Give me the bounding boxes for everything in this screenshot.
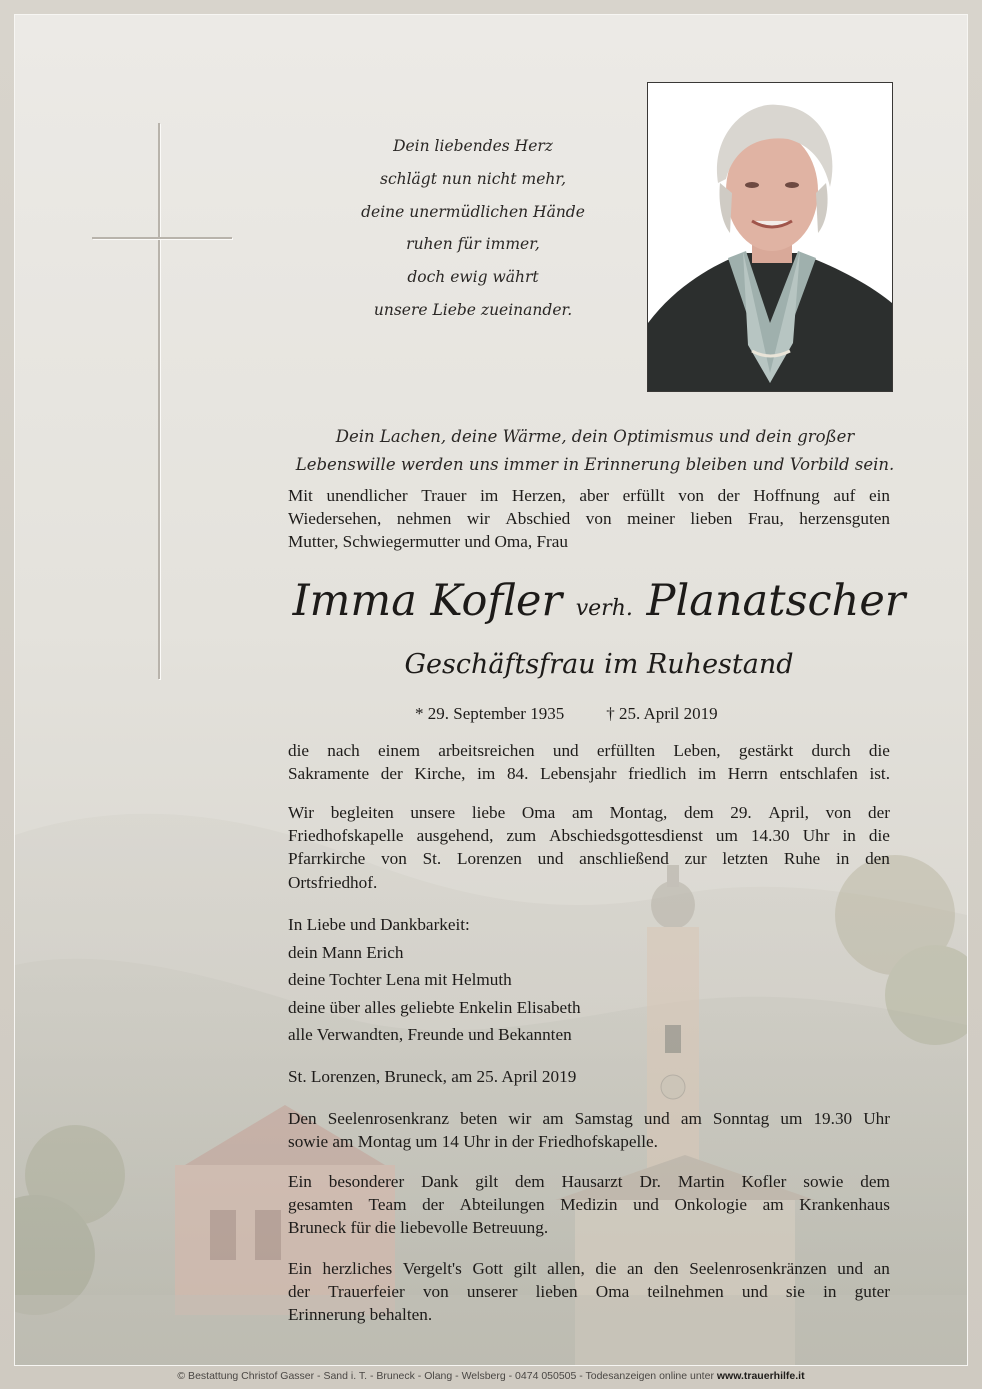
word: arbeitsreichen <box>438 741 535 760</box>
word: einem <box>377 741 420 760</box>
word: und <box>633 1195 659 1215</box>
word: Ein <box>288 1259 312 1278</box>
word: dem <box>683 803 714 822</box>
word: Gott <box>472 1259 503 1278</box>
word: zum <box>506 826 537 846</box>
word: Lebensjahr <box>540 764 617 784</box>
word: und <box>741 1282 768 1302</box>
funeral-line <box>288 824 890 847</box>
married-prefix: verh. <box>575 596 633 621</box>
word: die <box>595 1259 617 1278</box>
word: und <box>643 1109 670 1128</box>
word: unsere <box>410 803 456 822</box>
intro-line <box>288 507 890 530</box>
word: Sakramente <box>288 764 370 784</box>
portrait-photo <box>647 82 893 392</box>
word: in <box>835 849 850 869</box>
life-dates <box>415 703 718 725</box>
word: Trauerfeier <box>328 1282 405 1302</box>
mourner: alle Verwandten, Freunde und Bekannten <box>288 1025 572 1044</box>
word: dem <box>860 1172 890 1191</box>
word: Hoffnung <box>753 486 820 505</box>
funeral-paragraph <box>288 801 890 894</box>
poem <box>315 130 631 327</box>
word: Abschied <box>505 509 571 529</box>
footer-link[interactable]: www.trauerhilfe.it <box>716 1370 805 1382</box>
word: Leben, <box>673 741 721 760</box>
word: und <box>537 849 564 869</box>
word: aber <box>579 486 609 505</box>
word: lieben <box>690 509 733 529</box>
intro-line: Mutter, Schwiegermutter und Oma, Frau <box>288 532 568 552</box>
word: von <box>585 509 612 529</box>
word: Pfarrkirche <box>288 849 366 869</box>
word: nehmen <box>396 509 452 529</box>
word: herzensguten <box>799 509 890 529</box>
word: die <box>868 741 890 760</box>
word: meiner <box>627 509 675 529</box>
word: anschließend <box>579 849 669 869</box>
word: Ruhe <box>783 849 821 869</box>
word: um <box>715 826 738 846</box>
word: herzliches <box>322 1259 393 1278</box>
word: im <box>697 764 717 784</box>
word: Dank <box>421 1172 459 1191</box>
word: entschlafen <box>779 764 858 784</box>
poem-line: doch ewig währt <box>407 268 539 287</box>
intro-paragraph <box>288 484 890 554</box>
quote-line: Dein Lachen, deine Wärme, dein Optimismus und dein großer <box>335 427 855 446</box>
word: und <box>552 741 579 760</box>
word: um <box>780 1109 803 1128</box>
word: Friedhofskapelle <box>288 826 404 846</box>
rosary-line <box>288 1107 890 1130</box>
word: von <box>422 1282 449 1302</box>
word: ist. <box>869 764 890 784</box>
word: Samstag <box>574 1109 633 1128</box>
word: beten <box>460 1109 498 1128</box>
word: am <box>680 1109 702 1128</box>
profession: Geschäftsfrau im Ruhestand <box>404 649 794 680</box>
mourner: deine Tochter Lena mit Helmuth <box>288 970 512 989</box>
word: von <box>678 486 704 505</box>
cross-icon-bar <box>92 237 232 239</box>
word: erfüllt <box>622 486 665 505</box>
word: Seelenrosenkranz <box>327 1109 449 1128</box>
funeral-line <box>288 847 890 870</box>
thanks-all-line <box>288 1257 890 1280</box>
cross-icon <box>158 123 160 679</box>
word: auf <box>833 486 856 505</box>
word: der <box>288 1282 310 1302</box>
word: Lorenzen <box>456 849 522 869</box>
death-date: † 25. April 2019 <box>606 704 718 723</box>
word: gestärkt <box>738 741 794 760</box>
word: 19.30 <box>813 1109 853 1128</box>
word: die <box>868 826 890 846</box>
place-date <box>288 1065 890 1088</box>
word: die <box>288 741 309 760</box>
word: 84. <box>506 764 529 784</box>
thanks-all-line: Erinnerung behalten. <box>288 1305 433 1325</box>
word: gesamten <box>288 1195 353 1215</box>
word: Montag, <box>609 803 668 822</box>
quote-line: Lebenswille werden uns immer in Erinnerung bleiben und Vorbild sein. <box>295 455 895 474</box>
funeral-line: Ortsfriedhof. <box>288 872 378 892</box>
word: begleiten <box>330 803 394 822</box>
word: Kirche, <box>414 764 466 784</box>
word: Wiedersehen, <box>288 509 382 529</box>
poem-line: unsere Liebe zueinander. <box>373 300 573 319</box>
word: am <box>542 1109 564 1128</box>
word: Vergelt's <box>402 1259 462 1278</box>
deceased-name <box>235 575 963 635</box>
passing-paragraph <box>288 739 890 785</box>
word: im <box>477 764 496 784</box>
word: besonderer <box>328 1172 405 1191</box>
word: durch <box>811 741 851 760</box>
word: Abschiedsgottesdienst <box>549 826 703 846</box>
word: an <box>873 1259 890 1278</box>
word: teilnehmen <box>647 1282 724 1302</box>
mourners-heading: In Liebe und Dankbarkeit: <box>288 915 470 934</box>
word: der <box>422 1195 445 1215</box>
word: letzten <box>722 849 769 869</box>
word: wir <box>466 509 490 529</box>
word: wir <box>508 1109 532 1128</box>
word: Ein <box>288 1172 312 1191</box>
thanks-doctor-line: Bruneck für die liebevolle Betreuung. <box>288 1218 549 1238</box>
remembrance-quote <box>265 423 925 479</box>
place-date-line: St. Lorenzen, Bruneck, am 25. April 2019 <box>288 1067 577 1086</box>
word: ausgehend, <box>416 826 494 846</box>
word: Team <box>368 1195 407 1215</box>
deceased-first-name: Imma Kofler <box>292 576 563 626</box>
poem-line: schlägt nun nicht mehr, <box>379 169 566 188</box>
word: unserer <box>466 1282 518 1302</box>
word: zur <box>684 849 707 869</box>
footer <box>0 1370 982 1382</box>
word: in <box>823 1282 837 1302</box>
word: Uhr <box>863 1109 890 1128</box>
word: den <box>653 1259 679 1278</box>
word: gilt <box>513 1259 537 1278</box>
word: 29. <box>730 803 752 822</box>
thanks-all-paragraph <box>288 1257 890 1327</box>
word: St. <box>422 849 442 869</box>
thanks-all-line <box>288 1280 890 1303</box>
obituary-card <box>14 14 968 1366</box>
word: Sonntag <box>712 1109 770 1128</box>
thanks-doctor-paragraph <box>288 1170 890 1240</box>
passing-line <box>288 762 890 785</box>
word: von <box>381 849 407 869</box>
birth-date: * 29. September 1935 <box>415 704 565 723</box>
poem-line: ruhen für immer, <box>406 235 540 254</box>
word: allen, <box>547 1259 585 1278</box>
rosary-line: sowie am Montag um 14 Uhr in der Friedhofskapelle. <box>288 1132 658 1152</box>
word: liebe <box>471 803 506 822</box>
poem-line: Dein liebendes Herz <box>393 137 553 155</box>
word: nach <box>327 741 360 760</box>
word: friedlich <box>628 764 687 784</box>
word: April, <box>768 803 809 822</box>
word: Kofler <box>741 1172 787 1191</box>
thanks-doctor-line <box>288 1170 890 1193</box>
mourners-list <box>288 911 890 1049</box>
word: der <box>717 486 740 505</box>
word: Abteilungen <box>459 1195 545 1215</box>
word: ein <box>868 486 890 505</box>
word: erfüllten <box>596 741 656 760</box>
word: Medizin <box>560 1195 618 1215</box>
word: Onkologie <box>674 1195 748 1215</box>
word: Wir <box>288 803 315 822</box>
word: am <box>762 1195 784 1215</box>
word: der <box>380 764 403 784</box>
mourner: dein Mann Erich <box>288 942 404 962</box>
word: in <box>842 826 856 846</box>
word: Uhr <box>802 826 830 846</box>
word: Seelenrosenkränzen <box>689 1259 827 1278</box>
word: lieben <box>535 1282 578 1302</box>
word: Herrn <box>727 764 768 784</box>
word: am <box>571 803 593 822</box>
footer-text: © Bestattung Christof Gasser - Sand i. T. - Bruneck - Olang - Welsberg - 0474 050505 - Todesanzeigen online unter <box>177 1370 714 1382</box>
word: unendlicher <box>326 486 408 505</box>
word: und <box>837 1259 864 1278</box>
mourner: deine über alles geliebte Enkelin Elisabeth <box>288 997 581 1017</box>
word: dem <box>515 1172 545 1191</box>
rosary-paragraph <box>288 1107 890 1153</box>
word: der <box>867 803 890 822</box>
word: Mit <box>288 486 313 505</box>
word: gilt <box>475 1172 499 1191</box>
word: Herzen, <box>511 486 566 505</box>
funeral-line <box>288 801 890 824</box>
word: sowie <box>803 1172 844 1191</box>
intro-line <box>288 484 890 507</box>
word: guter <box>854 1282 890 1302</box>
word: Den <box>288 1109 317 1128</box>
word: Krankenhaus <box>799 1195 890 1215</box>
married-name: Planatscher <box>646 576 906 626</box>
word: sie <box>785 1282 805 1302</box>
word: Frau, <box>747 509 784 529</box>
word: den <box>865 849 890 869</box>
passing-line <box>288 739 890 762</box>
word: Trauer <box>421 486 467 505</box>
poem-line: deine unermüdlichen Hände <box>361 202 585 221</box>
word: Hausarzt <box>561 1172 623 1191</box>
word: an <box>627 1259 644 1278</box>
word: 14.30 <box>750 826 790 846</box>
word: Martin <box>677 1172 725 1191</box>
thanks-doctor-line <box>288 1193 890 1216</box>
word: von <box>825 803 852 822</box>
word: im <box>480 486 499 505</box>
word: Dr. <box>639 1172 661 1191</box>
word: Oma <box>521 803 556 822</box>
word: Oma <box>595 1282 630 1302</box>
